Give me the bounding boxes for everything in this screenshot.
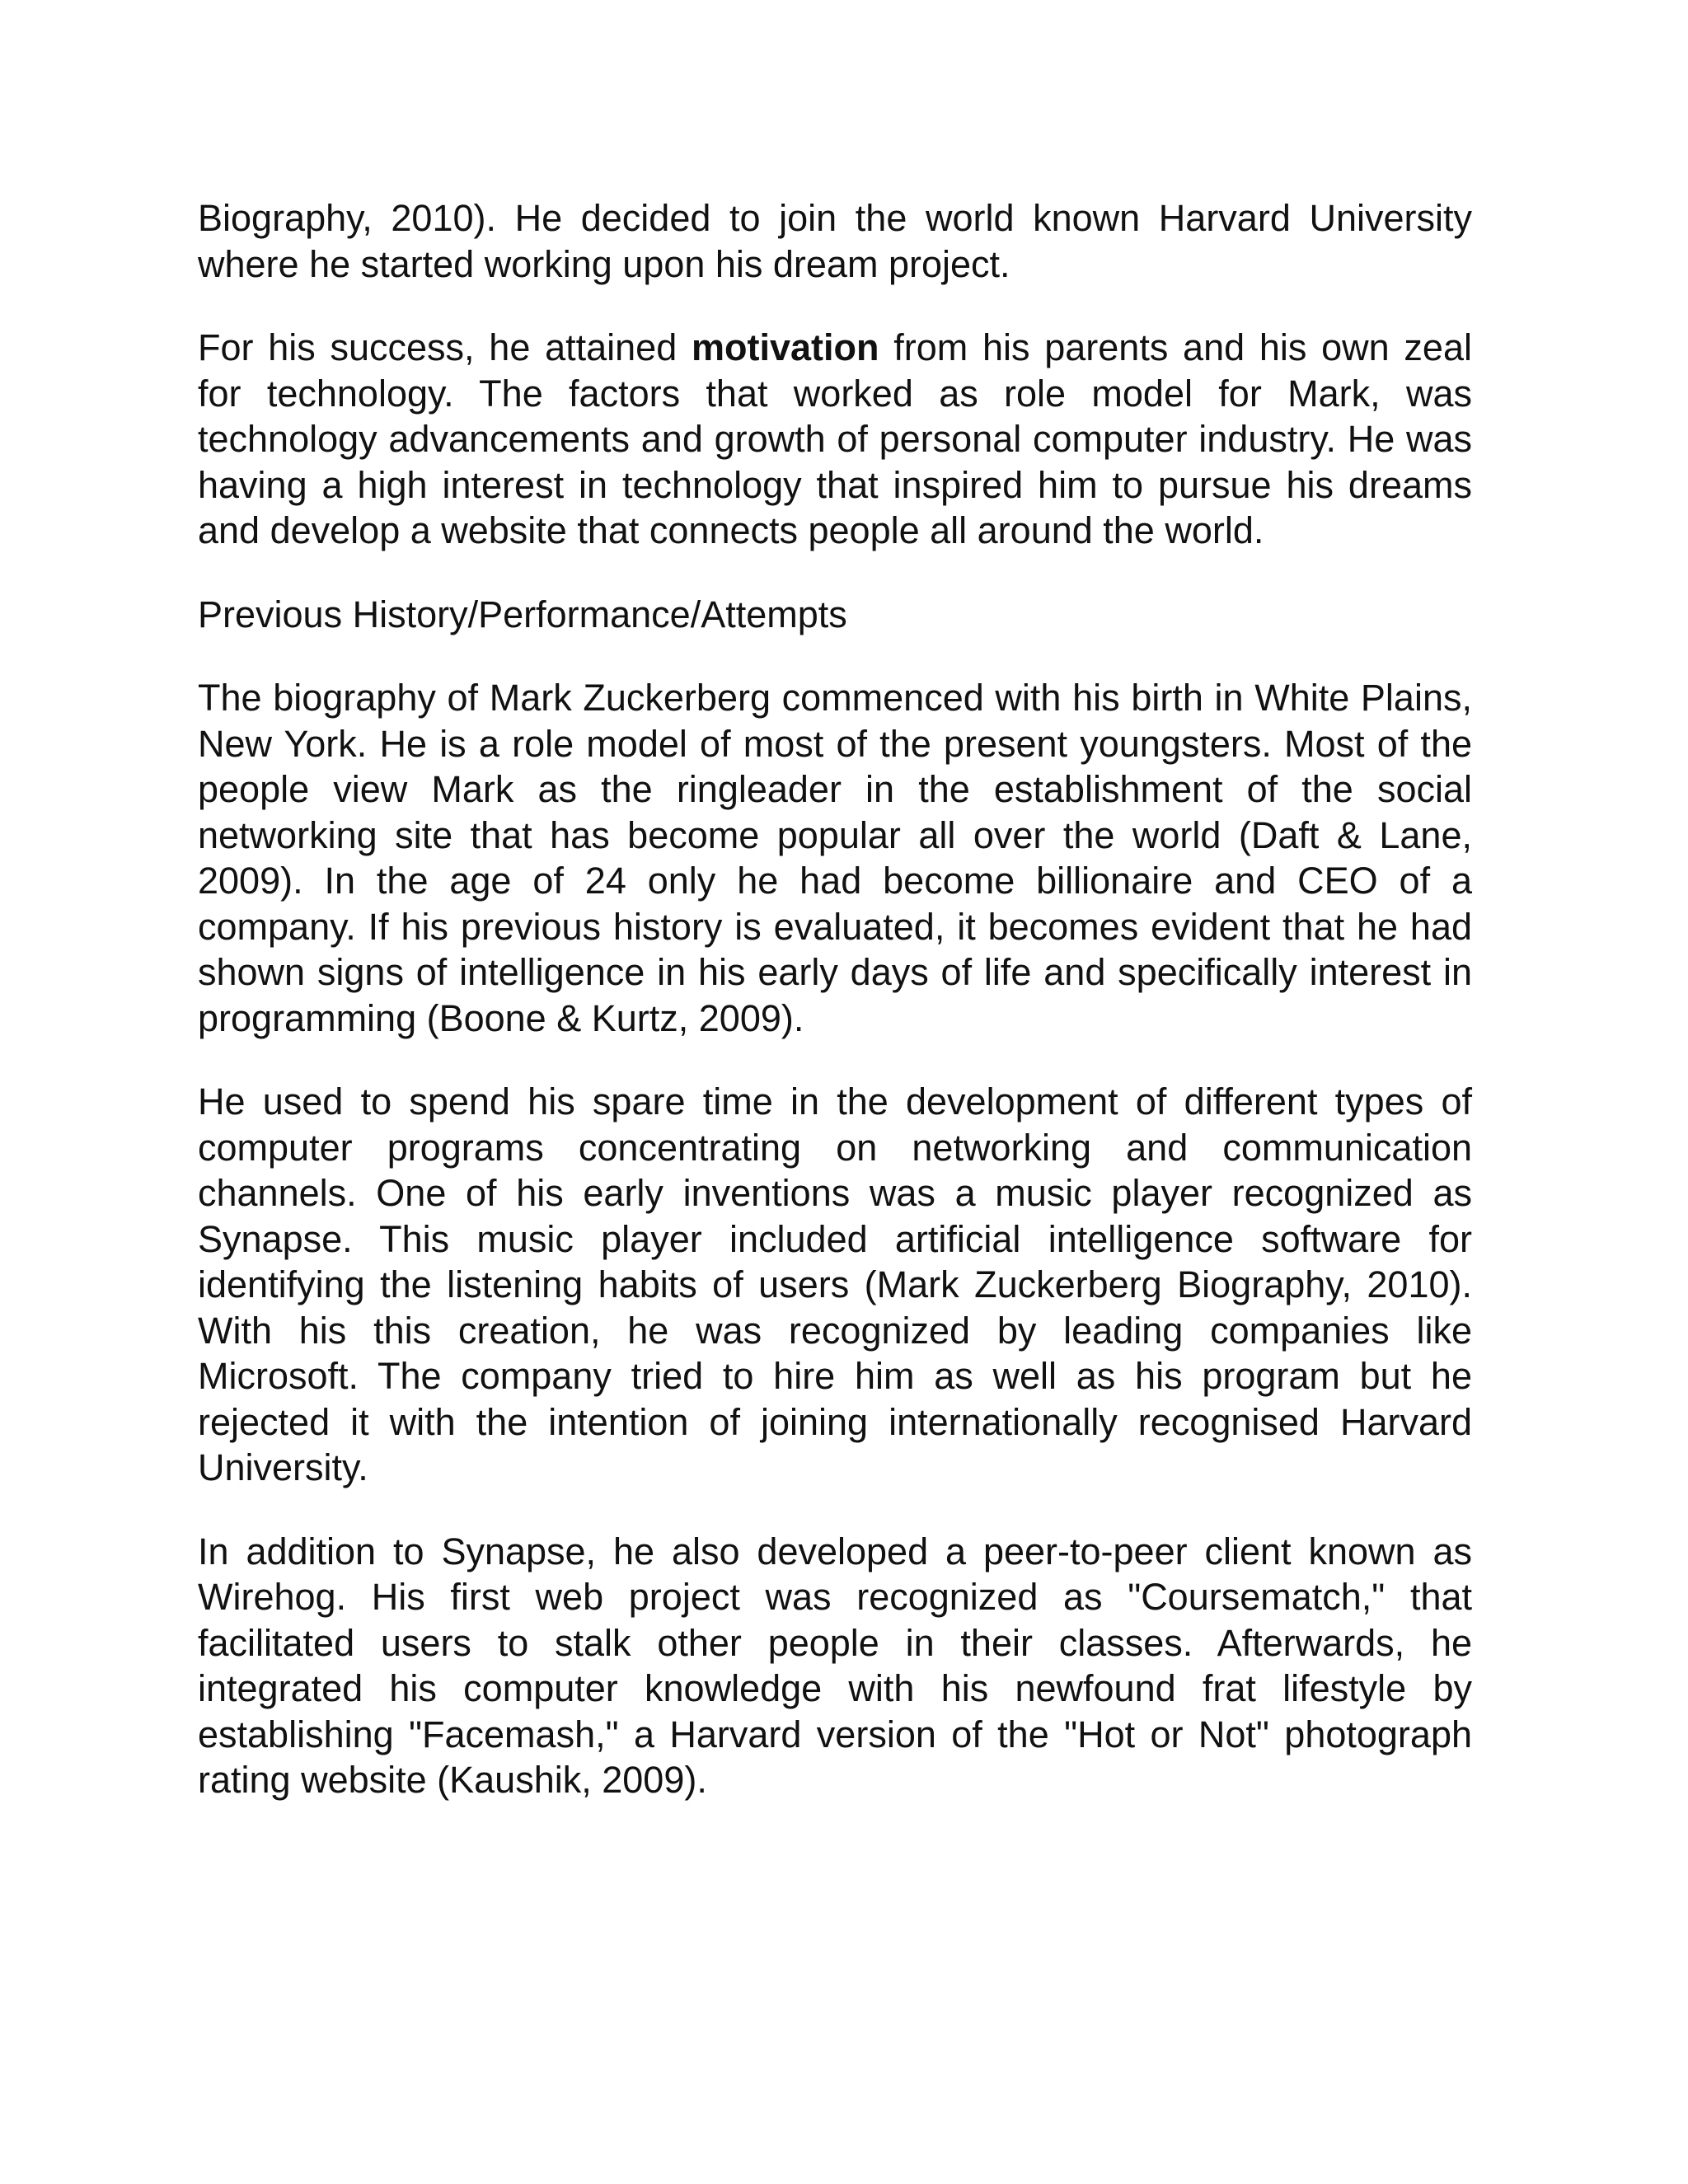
motivation-text-after: from his parents and his own zeal for technology. The factors that worked as role model for Mark, was technology advancements and growth of personal computer industry. He was having a high interest in technology that inspired him to pursue his dreams and develop a website that connects people all around the world. <box>198 326 1472 551</box>
paragraph-wirehog-facemash: In addition to Synapse, he also developed a peer-to-peer client known as Wirehog. His first web project was recognized as "Coursematch," that facilitated users to stalk other people in their classes. Afterwards, he integrated his computer knowledge with his newfound frat lifestyle by establishing "Facemash," a Harvard version of the "Hot or Not" photograph rating website (Kaushik, 2009). <box>198 1530 1472 1801</box>
paragraph-motivation <box>198 325 1472 554</box>
section-heading: Previous History/Performance/Attempts <box>198 593 847 635</box>
paragraph-biography-continuation: Biography, 2010). He decided to join the world known Harvard University where he started working upon his dream project. <box>198 197 1472 285</box>
motivation-bold-term: motivation <box>691 326 879 368</box>
document-body <box>198 195 1472 1841</box>
paragraph-early-life: The biography of Mark Zuckerberg commenced with his birth in White Plains, New York. He is a role model of most of the present youngsters. Most of the people view Mark as the ringleader in the establishment of the social networking site that has become popular all over the world (Daft & Lane, 2009). In the age of 24 only he had become billionaire and CEO of a company. If his previous history is evaluated, it becomes evident that he had shown signs of intelligence in his early days of life and specifically interest in programming (Boone & Kurtz, 2009). <box>198 677 1472 1039</box>
paragraph-synapse: He used to spend his spare time in the development of different types of computer programs concentrating on networking and communication channels. One of his early inventions was a music player recognized as Synapse. This music player included artificial intelligence software for identifying the listening habits of users (Mark Zuckerberg Biography, 2010). With his this creation, he was recognized by leading companies like Microsoft. The company tried to hire him as well as his program but he rejected it with the intention of joining internationally recognised Harvard University. <box>198 1080 1472 1488</box>
motivation-text-before: For his success, he attained <box>198 326 692 368</box>
